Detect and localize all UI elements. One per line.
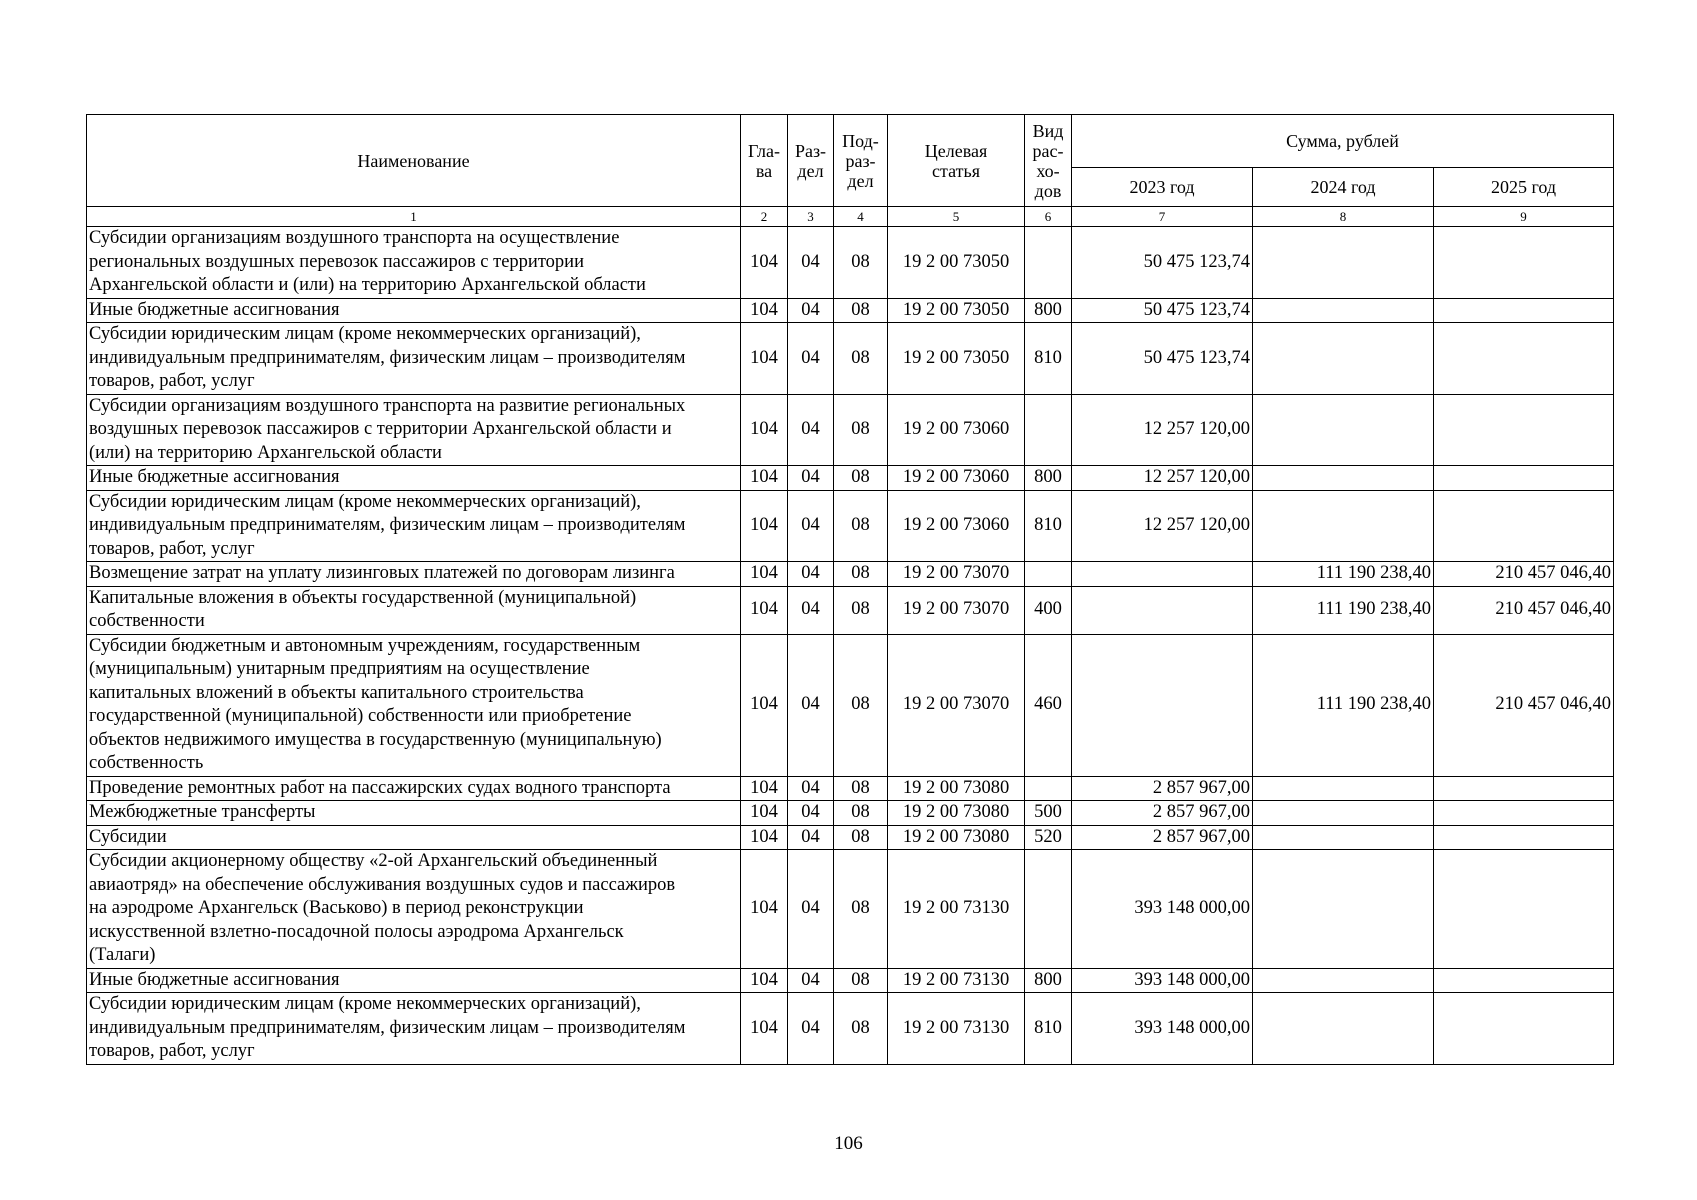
row-section: 04	[788, 776, 834, 801]
row-amount-2024	[1253, 968, 1434, 993]
row-target-article: 19 2 00 73050	[888, 298, 1025, 323]
column-number: 4	[834, 207, 888, 227]
row-name: Субсидии бюджетным и автономным учреждениям, государственным (муниципальным) унитарным предприятиям на осуществление капитальных вложений в объекты капитального строительства государственной (муниципальной) собственности или приобретение объектов недвижимого имущества в государственную (муниципальную) собственность	[87, 634, 741, 776]
row-subsection: 08	[834, 825, 888, 850]
row-name: Иные бюджетные ассигнования	[87, 968, 741, 993]
row-chapter: 104	[741, 562, 788, 587]
row-amount-2025	[1434, 850, 1614, 969]
row-amount-2024	[1253, 323, 1434, 395]
row-chapter: 104	[741, 394, 788, 466]
column-number: 2	[741, 207, 788, 227]
row-section: 04	[788, 394, 834, 466]
page-number: 106	[834, 1133, 863, 1154]
row-subsection: 08	[834, 801, 888, 826]
column-number: 9	[1434, 207, 1614, 227]
row-name: Субсидии юридическим лицам (кроме некоммерческих организаций), индивидуальным предпринимателям, физическим лицам – производителям товаров, работ, услуг	[87, 323, 741, 395]
row-section: 04	[788, 298, 834, 323]
row-expense-type: 800	[1025, 968, 1072, 993]
row-expense-type	[1025, 394, 1072, 466]
row-amount-2025	[1434, 801, 1614, 826]
table-row	[87, 968, 1614, 993]
row-amount-2025	[1434, 394, 1614, 466]
row-amount-2025: 210 457 046,40	[1434, 634, 1614, 776]
row-expense-type: 460	[1025, 634, 1072, 776]
row-name: Субсидии организациям воздушного транспорта на развитие региональных воздушных перевозок пассажиров с территории Архангельской области и (или) на территорию Архангельской области	[87, 394, 741, 466]
row-amount-2025	[1434, 968, 1614, 993]
row-amount-2024	[1253, 825, 1434, 850]
table-row	[87, 298, 1614, 323]
row-amount-2023: 12 257 120,00	[1072, 490, 1253, 562]
row-target-article: 19 2 00 73050	[888, 323, 1025, 395]
row-chapter: 104	[741, 323, 788, 395]
row-amount-2024	[1253, 298, 1434, 323]
row-section: 04	[788, 801, 834, 826]
row-name: Субсидии	[87, 825, 741, 850]
row-target-article: 19 2 00 73070	[888, 562, 1025, 587]
row-name: Иные бюджетные ассигнования	[87, 466, 741, 491]
header-year-2025: 2025 год	[1434, 168, 1614, 207]
table-row	[87, 634, 1614, 776]
row-section: 04	[788, 825, 834, 850]
table-row	[87, 850, 1614, 969]
row-target-article: 19 2 00 73070	[888, 634, 1025, 776]
row-amount-2025: 210 457 046,40	[1434, 586, 1614, 634]
row-chapter: 104	[741, 993, 788, 1065]
header-chapter: Гла- ва	[741, 115, 788, 207]
row-chapter: 104	[741, 850, 788, 969]
row-target-article: 19 2 00 73060	[888, 490, 1025, 562]
row-subsection: 08	[834, 490, 888, 562]
row-subsection: 08	[834, 993, 888, 1065]
row-target-article: 19 2 00 73060	[888, 394, 1025, 466]
row-amount-2025	[1434, 227, 1614, 299]
column-number: 7	[1072, 207, 1253, 227]
header-target-article: Целевая статья	[888, 115, 1025, 207]
row-chapter: 104	[741, 227, 788, 299]
row-amount-2025	[1434, 825, 1614, 850]
row-expense-type	[1025, 850, 1072, 969]
table-body	[87, 227, 1614, 1065]
column-number: 3	[788, 207, 834, 227]
row-target-article: 19 2 00 73130	[888, 993, 1025, 1065]
row-section: 04	[788, 490, 834, 562]
row-amount-2023: 393 148 000,00	[1072, 968, 1253, 993]
row-target-article: 19 2 00 73070	[888, 586, 1025, 634]
row-amount-2024: 111 190 238,40	[1253, 562, 1434, 587]
row-amount-2024	[1253, 394, 1434, 466]
row-amount-2025	[1434, 490, 1614, 562]
column-number: 1	[87, 207, 741, 227]
row-chapter: 104	[741, 801, 788, 826]
row-expense-type: 400	[1025, 586, 1072, 634]
header-amount: Сумма, рублей	[1072, 115, 1614, 168]
header-section: Раз- дел	[788, 115, 834, 207]
table-row	[87, 586, 1614, 634]
table-row	[87, 562, 1614, 587]
row-amount-2024	[1253, 801, 1434, 826]
row-name: Субсидии организациям воздушного транспорта на осуществление региональных воздушных перевозок пассажиров с территории Архангельской области и (или) на территорию Архангельской области	[87, 227, 741, 299]
table-row	[87, 993, 1614, 1065]
row-amount-2024: 111 190 238,40	[1253, 586, 1434, 634]
row-name: Субсидии юридическим лицам (кроме некоммерческих организаций), индивидуальным предпринимателям, физическим лицам – производителям товаров, работ, услуг	[87, 993, 741, 1065]
row-target-article: 19 2 00 73130	[888, 850, 1025, 969]
row-section: 04	[788, 323, 834, 395]
row-amount-2023: 12 257 120,00	[1072, 394, 1253, 466]
row-expense-type: 810	[1025, 323, 1072, 395]
row-chapter: 104	[741, 825, 788, 850]
row-expense-type: 520	[1025, 825, 1072, 850]
row-subsection: 08	[834, 562, 888, 587]
row-name: Капитальные вложения в объекты государственной (муниципальной) собственности	[87, 586, 741, 634]
row-amount-2024	[1253, 776, 1434, 801]
row-amount-2025	[1434, 776, 1614, 801]
row-subsection: 08	[834, 323, 888, 395]
row-expense-type	[1025, 776, 1072, 801]
row-amount-2024	[1253, 490, 1434, 562]
header-expense-type: Вид рас- хо- дов	[1025, 115, 1072, 207]
row-subsection: 08	[834, 227, 888, 299]
table-row	[87, 490, 1614, 562]
row-chapter: 104	[741, 776, 788, 801]
table-row	[87, 323, 1614, 395]
row-amount-2025	[1434, 466, 1614, 491]
row-amount-2024	[1253, 227, 1434, 299]
table-row	[87, 801, 1614, 826]
row-chapter: 104	[741, 466, 788, 491]
row-expense-type	[1025, 562, 1072, 587]
row-subsection: 08	[834, 968, 888, 993]
row-amount-2023	[1072, 634, 1253, 776]
row-section: 04	[788, 968, 834, 993]
header-year-2023: 2023 год	[1072, 168, 1253, 207]
row-expense-type: 810	[1025, 993, 1072, 1065]
row-amount-2023: 393 148 000,00	[1072, 850, 1253, 969]
row-amount-2023: 2 857 967,00	[1072, 776, 1253, 801]
row-name: Иные бюджетные ассигнования	[87, 298, 741, 323]
row-amount-2023: 2 857 967,00	[1072, 825, 1253, 850]
row-target-article: 19 2 00 73130	[888, 968, 1025, 993]
row-subsection: 08	[834, 850, 888, 969]
row-subsection: 08	[834, 394, 888, 466]
column-number: 5	[888, 207, 1025, 227]
column-number: 8	[1253, 207, 1434, 227]
row-amount-2025	[1434, 993, 1614, 1065]
row-section: 04	[788, 850, 834, 969]
row-section: 04	[788, 562, 834, 587]
row-section: 04	[788, 227, 834, 299]
row-chapter: 104	[741, 586, 788, 634]
table-row	[87, 227, 1614, 299]
row-amount-2023: 2 857 967,00	[1072, 801, 1253, 826]
row-amount-2024	[1253, 466, 1434, 491]
row-target-article: 19 2 00 73080	[888, 825, 1025, 850]
row-name: Проведение ремонтных работ на пассажирских судах водного транспорта	[87, 776, 741, 801]
table-row	[87, 394, 1614, 466]
row-chapter: 104	[741, 634, 788, 776]
row-section: 04	[788, 586, 834, 634]
row-chapter: 104	[741, 968, 788, 993]
row-expense-type	[1025, 227, 1072, 299]
row-expense-type: 800	[1025, 466, 1072, 491]
header-name: Наименование	[87, 115, 741, 207]
row-expense-type: 810	[1025, 490, 1072, 562]
budget-table	[86, 114, 1614, 1065]
row-section: 04	[788, 993, 834, 1065]
row-amount-2024	[1253, 993, 1434, 1065]
header-year-2024: 2024 год	[1253, 168, 1434, 207]
row-name: Субсидии акционерному обществу «2-ой Архангельский объединенный авиаотряд» на обеспечение обслуживания воздушных судов и пассажиров на аэродроме Архангельск (Васьково) в период реконструкции искусственной взлетно-посадочной полосы аэродрома Архангельск (Талаги)	[87, 850, 741, 969]
header-row	[87, 115, 1614, 168]
row-expense-type: 500	[1025, 801, 1072, 826]
row-amount-2025	[1434, 298, 1614, 323]
row-amount-2023: 393 148 000,00	[1072, 993, 1253, 1065]
table-row	[87, 466, 1614, 491]
row-chapter: 104	[741, 298, 788, 323]
row-name: Возмещение затрат на уплату лизинговых платежей по договорам лизинга	[87, 562, 741, 587]
row-subsection: 08	[834, 776, 888, 801]
column-number: 6	[1025, 207, 1072, 227]
row-amount-2023: 50 475 123,74	[1072, 298, 1253, 323]
row-amount-2023: 50 475 123,74	[1072, 227, 1253, 299]
row-subsection: 08	[834, 634, 888, 776]
row-amount-2023	[1072, 586, 1253, 634]
row-subsection: 08	[834, 586, 888, 634]
row-chapter: 104	[741, 490, 788, 562]
row-target-article: 19 2 00 73080	[888, 801, 1025, 826]
row-amount-2023	[1072, 562, 1253, 587]
row-amount-2023: 50 475 123,74	[1072, 323, 1253, 395]
row-target-article: 19 2 00 73060	[888, 466, 1025, 491]
row-name: Субсидии юридическим лицам (кроме некоммерческих организаций), индивидуальным предпринимателям, физическим лицам – производителям товаров, работ, услуг	[87, 490, 741, 562]
row-amount-2025: 210 457 046,40	[1434, 562, 1614, 587]
header-subsection: Под- раз- дел	[834, 115, 888, 207]
row-target-article: 19 2 00 73080	[888, 776, 1025, 801]
table-row	[87, 776, 1614, 801]
row-subsection: 08	[834, 466, 888, 491]
table-row	[87, 825, 1614, 850]
row-expense-type: 800	[1025, 298, 1072, 323]
row-subsection: 08	[834, 298, 888, 323]
row-target-article: 19 2 00 73050	[888, 227, 1025, 299]
row-amount-2023: 12 257 120,00	[1072, 466, 1253, 491]
row-section: 04	[788, 466, 834, 491]
row-name: Межбюджетные трансферты	[87, 801, 741, 826]
row-amount-2025	[1434, 323, 1614, 395]
row-section: 04	[788, 634, 834, 776]
row-amount-2024: 111 190 238,40	[1253, 634, 1434, 776]
row-amount-2024	[1253, 850, 1434, 969]
column-number-row	[87, 207, 1614, 227]
